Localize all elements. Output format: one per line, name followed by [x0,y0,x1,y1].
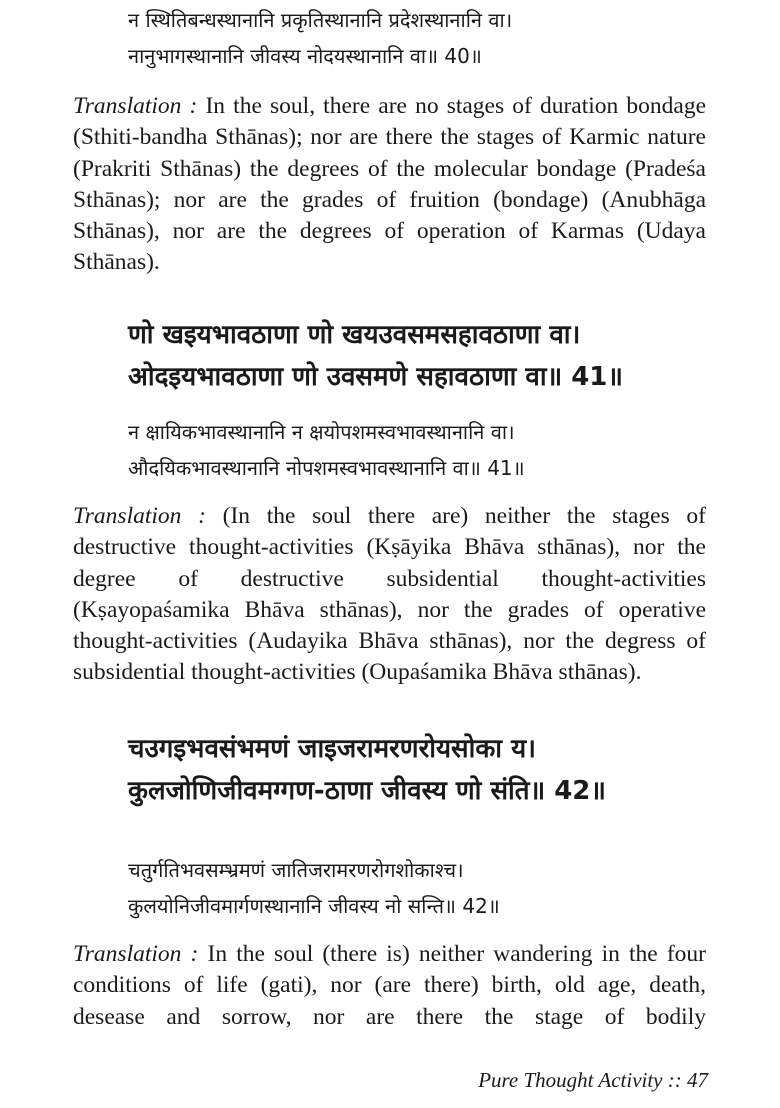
verse-42-translation [73,939,706,1033]
sanskrit-line: न क्षायिकभावस्थानानि न क्षयोपशमस्वभावस्थानानि वा। [128,420,515,444]
prakrit-line: ओदइयभावठाणा णो उवसमणे सहावठाणा वा॥ 41॥ [128,362,623,392]
verse-41-prakrit [128,314,623,398]
sanskrit-line: न स्थितिबन्धस्थानानि प्रकृतिस्थानानि प्रदेशस्थानानि वा। [128,8,513,32]
sanskrit-line: औदयिकभावस्थानानि नोपशमस्वभावस्थानानि वा॥ 41॥ [128,456,525,480]
translation-label: Translation : [73,941,199,967]
sanskrit-line: चतुर्गतिभवसम्भ्रमणं जातिजरामरणरोगशोकाश्च। [128,858,464,882]
translation-label: Translation : [73,503,206,529]
prakrit-line: णो खइयभावठाणा णो खयउवसमसहावठाणा वा। [128,320,581,350]
sanskrit-line: नानुभागस्थानानि जीवस्य नोदयस्थानानि वा॥ 40॥ [128,44,482,68]
page-footer: Pure Thought Activity :: 47 [478,1068,708,1092]
verse-42-sanskrit [128,852,500,924]
translation-label: Translation : [73,93,198,119]
translation-text: In the soul (there is) neither wandering in the four conditions of life (gati), nor (are there) birth, old age, death, desease and sorrow, nor are there the stage of bodily [73,941,706,1030]
verse-40-sanskrit [128,2,512,74]
verse-40-translation [73,91,706,279]
translation-text: In the soul, there are no stages of duration bondage (Sthiti-bandha Sthānas); nor are there the stages of Karmic nature (Prakriti Sthānas) the degrees of the molecular bondage (Pradeśa Sthānas); nor are the grades of fruition (bondage) (Anubhāga Sthānas), nor are the degrees of operation of Karmas (Udaya Sthānas). [73,93,707,276]
verse-41-translation [73,501,706,689]
prakrit-line: कुलजोणिजीवमग्गण-ठाणा जीवस्य णो संति॥ 42॥ [128,776,606,806]
verse-42-prakrit [128,728,606,812]
sanskrit-line: कुलयोनिजीवमार्गणस्थानानि जीवस्य नो सन्ति॥ 42॥ [128,894,500,918]
translation-text: (In the soul there are) neither the stages of destructive thought-activities (Kṣāyika Bhāva sthānas), nor the degree of destructive subsidential thought-activities (Kṣayopaśamika Bhāva sthānas), nor the grades of operative thought-activities (Audayika Bhāva sthānas), nor the degress of subsidential thought-activities (Oupaśamika Bhāva sthānas). [73,503,706,686]
verse-41-sanskrit [128,414,525,486]
prakrit-line: चउगइभवसंभमणं जाइजरामरणरोयसोका य। [128,734,537,764]
